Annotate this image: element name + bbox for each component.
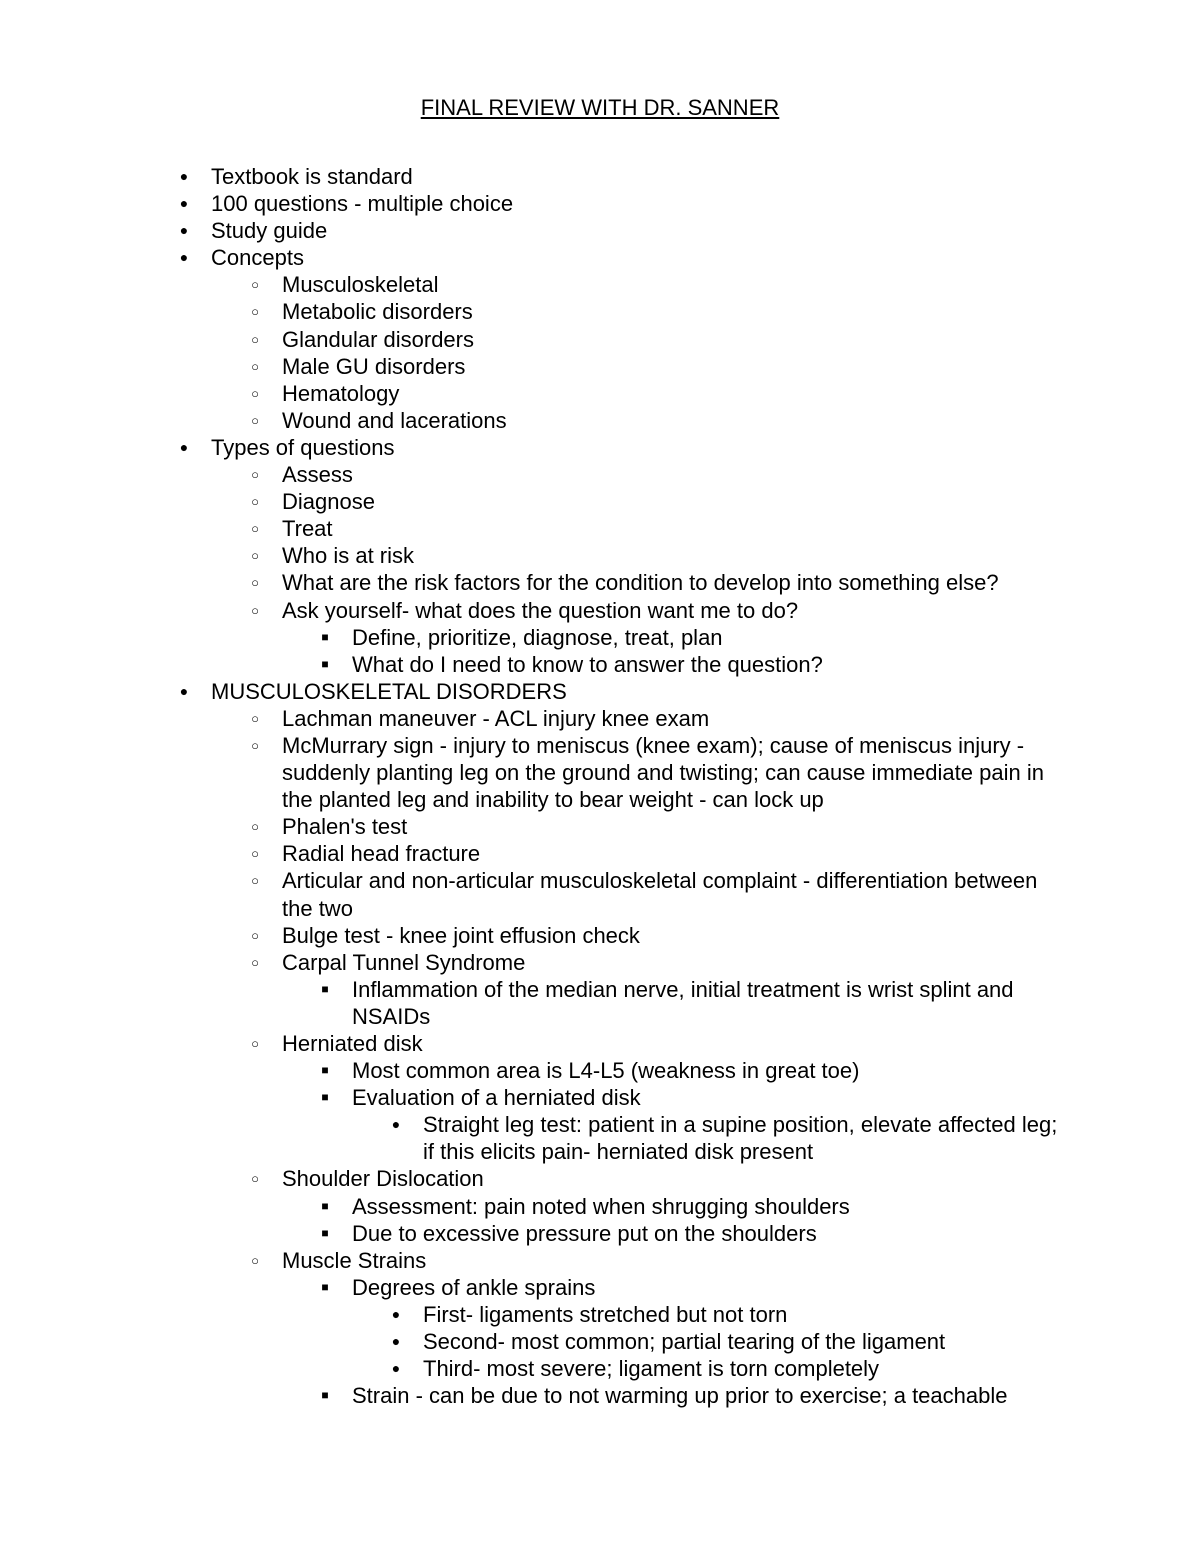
list-item-text: Glandular disorders (282, 326, 474, 352)
list-item (0, 1193, 1200, 1220)
list-item (0, 949, 1200, 976)
list-item (0, 1301, 1200, 1328)
bullet-marker: ● (179, 438, 189, 455)
bullet-marker: ● (391, 1360, 401, 1377)
bullet-marker: ■ (321, 629, 329, 644)
list-item-text: First- ligaments stretched but not torn (423, 1301, 788, 1327)
bullet-marker: ○ (251, 954, 259, 970)
bullet-marker: ● (391, 1305, 401, 1322)
bullet-marker: ○ (251, 710, 259, 726)
list-item (0, 461, 1200, 488)
bullet-marker: ● (391, 1116, 401, 1133)
list-item-text: Carpal Tunnel Syndrome (282, 949, 526, 975)
bullet-marker: ● (391, 1333, 401, 1350)
list-item-text: Shoulder Dislocation (282, 1166, 484, 1192)
list-item-text: Concepts (211, 245, 304, 271)
list-item (0, 1274, 1200, 1301)
list-item (0, 1355, 1200, 1382)
list-item-text: McMurrary sign - injury to meniscus (knee exam); cause of meniscus injury - suddenly planting leg on the ground and twisting; can cause immediate pain in the planted leg and inability to bear weight - can lock up (282, 732, 1044, 813)
list-item-text: Inflammation of the median nerve, initial treatment is wrist splint and NSAIDs (352, 976, 1014, 1029)
list-item (0, 1382, 1200, 1409)
list-item-text: Evaluation of a herniated disk (352, 1085, 641, 1111)
bullet-marker: ○ (251, 548, 259, 564)
list-item-text: Most common area is L4-L5 (weakness in great toe) (352, 1058, 860, 1084)
list-item-text: 100 questions - multiple choice (211, 191, 514, 217)
list-item-text: Male GU disorders (282, 353, 466, 379)
list-item-text: Wound and lacerations (282, 407, 507, 433)
list-item (0, 271, 1200, 298)
list-item (0, 1220, 1200, 1247)
bullet-marker: ○ (251, 358, 259, 374)
list-item-text: Phalen's test (282, 814, 408, 840)
bullet-marker: ○ (251, 602, 259, 618)
list-item (0, 217, 1200, 244)
list-item (0, 813, 1200, 840)
bullet-marker: ○ (251, 737, 259, 753)
bullet-marker: ○ (251, 277, 259, 293)
list-item (0, 1247, 1200, 1274)
bullet-marker: ■ (321, 1063, 329, 1078)
list-item (0, 867, 1200, 921)
list-item (0, 163, 1200, 190)
list-item (0, 705, 1200, 732)
list-item-text: Bulge test - knee joint effusion check (282, 922, 640, 948)
list-item (0, 1084, 1200, 1111)
list-item-text: Types of questions (211, 434, 395, 460)
bullet-marker: ○ (251, 873, 259, 889)
bullet-marker: ○ (251, 1171, 259, 1187)
list-item (0, 515, 1200, 542)
list-item-text: Third- most severe; ligament is torn completely (423, 1356, 880, 1382)
bullet-marker: ● (179, 249, 189, 266)
bullet-marker: ○ (251, 304, 259, 320)
list-item (0, 678, 1200, 705)
list-item-text: Muscle Strains (282, 1247, 427, 1273)
list-item (0, 380, 1200, 407)
list-item (0, 190, 1200, 217)
list-item-text: What do I need to know to answer the question? (352, 651, 823, 677)
bullet-marker: ○ (251, 846, 259, 862)
bullet-marker: ○ (251, 575, 259, 591)
bullet-marker: ○ (251, 927, 259, 943)
list-item (0, 298, 1200, 325)
list-item-text: Study guide (211, 218, 328, 244)
list-item (0, 922, 1200, 949)
bullet-marker: ○ (251, 1252, 259, 1268)
list-item (0, 976, 1200, 1030)
list-item (0, 732, 1200, 813)
list-item (0, 326, 1200, 353)
bullet-marker: ○ (251, 494, 259, 510)
list-item-text: Herniated disk (282, 1031, 423, 1056)
list-item-text: What are the risk factors for the condition to develop into something else? (282, 570, 999, 596)
list-item-text: Straight leg test: patient in a supine position, elevate affected leg; if this elicits pain- herniated disk present (423, 1112, 1058, 1165)
bullet-marker: ■ (321, 1388, 329, 1403)
list-item (0, 840, 1200, 867)
bullet-marker: ○ (251, 819, 259, 835)
list-item-text: Lachman maneuver - ACL injury knee exam (282, 705, 710, 731)
list-item-text: Second- most common; partial tearing of the ligament (423, 1329, 946, 1355)
list-item (0, 542, 1200, 569)
bullet-marker: ○ (251, 331, 259, 347)
list-item (0, 651, 1200, 678)
bullet-marker: ○ (251, 385, 259, 401)
list-item (0, 624, 1200, 651)
bulleted-list (0, 163, 1200, 1409)
list-item-text: Hematology (282, 380, 400, 406)
bullet-marker: ○ (251, 521, 259, 537)
list-item (0, 1030, 1200, 1057)
list-item-text: Textbook is standard (211, 164, 413, 189)
list-item-text: Define, prioritize, diagnose, treat, plan (352, 624, 723, 650)
list-item (0, 1057, 1200, 1084)
list-item-text: Diagnose (282, 489, 375, 515)
list-item (0, 1328, 1200, 1355)
list-item (0, 488, 1200, 515)
list-item-text: Due to excessive pressure put on the shoulders (352, 1220, 817, 1246)
bullet-marker: ● (179, 222, 189, 239)
list-item-text: Treat (282, 516, 333, 542)
bullet-marker: ■ (321, 981, 329, 996)
list-item-text: Who is at risk (282, 543, 415, 569)
bullet-marker: ○ (251, 1036, 259, 1051)
list-item-text: Metabolic disorders (282, 299, 473, 325)
bullet-marker: ■ (321, 656, 329, 671)
bullet-marker: ■ (321, 1279, 329, 1294)
list-item-text: Musculoskeletal (282, 272, 439, 298)
list-item-text: Ask yourself- what does the question want me to do? (282, 597, 799, 623)
list-item-text: Strain - can be due to not warming up prior to exercise; a teachable (352, 1383, 1008, 1409)
bullet-marker: ■ (321, 1225, 329, 1240)
bullet-marker: ● (179, 195, 189, 212)
list-item (0, 1111, 1200, 1165)
list-item-text: Assess (282, 462, 353, 488)
list-item (0, 353, 1200, 380)
bullet-marker: ● (179, 682, 189, 699)
list-item-text: Radial head fracture (282, 841, 481, 867)
bullet-marker: ■ (321, 1090, 329, 1105)
list-item-text: MUSCULOSKELETAL DISORDERS (211, 678, 567, 704)
bullet-marker: ■ (321, 1198, 329, 1213)
list-item-text: Degrees of ankle sprains (352, 1274, 596, 1300)
bullet-marker: ○ (251, 412, 259, 428)
list-item (0, 244, 1200, 271)
list-item (0, 434, 1200, 461)
list-item (0, 1165, 1200, 1192)
list-item-text: Assessment: pain noted when shrugging shoulders (352, 1193, 850, 1219)
list-item (0, 407, 1200, 434)
list-item (0, 569, 1200, 596)
list-item-text: Articular and non-articular musculoskeletal complaint - differentiation between the two (282, 868, 1038, 921)
document-title: FINAL REVIEW WITH DR. SANNER (420, 95, 780, 120)
bullet-marker: ○ (251, 467, 259, 483)
bullet-marker: ● (179, 168, 189, 184)
list-item (0, 597, 1200, 624)
